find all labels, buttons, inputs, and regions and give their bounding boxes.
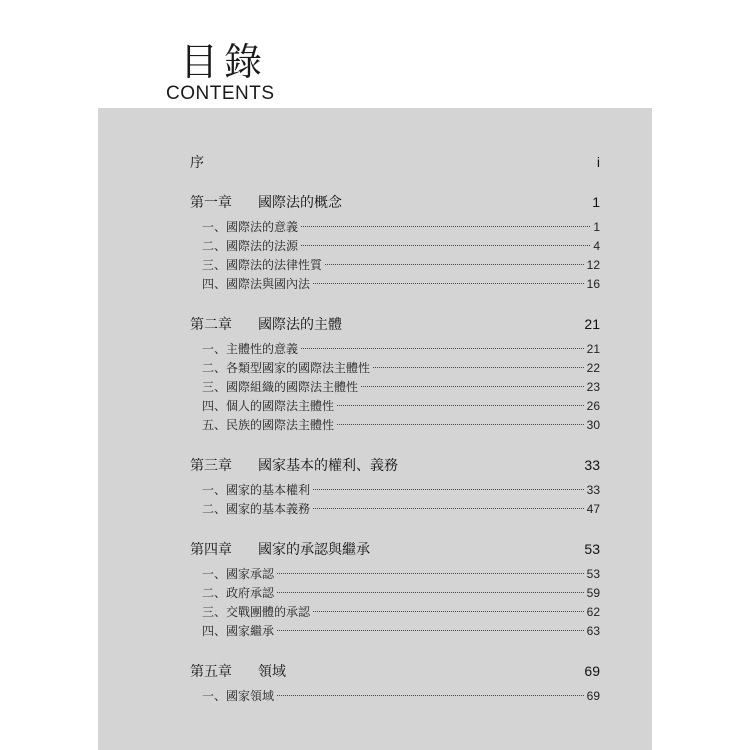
chapter-entry[interactable]: [190, 539, 600, 559]
chapter-entry[interactable]: [190, 661, 600, 681]
section-entry[interactable]: [190, 687, 600, 706]
section-page: 47: [586, 502, 600, 516]
section-title: 一、國家領域: [202, 689, 275, 703]
section-title: 二、各類型國家的國際法主體性: [202, 361, 371, 375]
preface-page: i: [596, 154, 600, 170]
chapter-page: 21: [584, 316, 600, 332]
section-page: 33: [586, 483, 600, 497]
chapter-group: [190, 539, 600, 661]
section-entry[interactable]: [190, 584, 600, 603]
section-entry[interactable]: [190, 237, 600, 256]
section-title: 三、國際組織的國際法主體性: [202, 380, 359, 394]
dot-leader: [313, 611, 584, 612]
section-page: 69: [586, 689, 600, 703]
chapter-title: 國際法的概念: [258, 195, 342, 211]
section-entry[interactable]: [190, 256, 600, 275]
section-page: 62: [586, 605, 600, 619]
section-page: 26: [586, 399, 600, 413]
section-page: 30: [586, 418, 600, 432]
chapter-group: [190, 192, 600, 314]
chapter-group: [190, 314, 600, 455]
section-page: 23: [586, 380, 600, 394]
chapter-page: 1: [592, 194, 600, 210]
section-entry[interactable]: [190, 416, 600, 435]
dot-leader: [325, 264, 584, 265]
section-title: 三、國際法的法律性質: [202, 258, 323, 272]
dot-leader: [313, 489, 584, 490]
preface-entry[interactable]: [190, 152, 600, 172]
section-title: 一、主體性的意義: [202, 342, 299, 356]
chapter-page: 53: [584, 541, 600, 557]
dot-leader: [301, 226, 590, 227]
chapter-group: [190, 455, 600, 539]
toc-panel: [98, 108, 652, 750]
section-title: 二、國家的基本義務: [202, 502, 311, 516]
section-entry[interactable]: [190, 378, 600, 397]
chapter-number: 第一章: [190, 195, 232, 211]
section-page: 53: [586, 567, 600, 581]
section-title: 一、國家的基本權利: [202, 483, 311, 497]
toc-subtitle: CONTENTS: [166, 83, 275, 104]
chapter-title: 國家基本的權利、義務: [258, 458, 398, 474]
section-page: 59: [586, 586, 600, 600]
dot-leader: [337, 424, 584, 425]
chapter-page: 69: [584, 663, 600, 679]
dot-leader: [313, 508, 584, 509]
section-title: 二、國際法的法源: [202, 239, 299, 253]
dot-leader: [277, 592, 584, 593]
toc-heading: [166, 40, 275, 104]
dot-leader: [277, 695, 584, 696]
dot-leader: [301, 348, 584, 349]
section-page: 16: [586, 277, 600, 291]
dot-leader: [277, 573, 584, 574]
section-page: 21: [586, 342, 600, 356]
toc-title: 目錄: [180, 40, 269, 84]
section-title: 二、政府承認: [202, 586, 275, 600]
chapter-entry[interactable]: [190, 455, 600, 475]
chapter-group: [190, 661, 600, 706]
chapter-number: 第二章: [190, 317, 232, 333]
chapter-number: 第五章: [190, 664, 232, 680]
chapter-number: 第三章: [190, 458, 232, 474]
chapter-entry[interactable]: [190, 314, 600, 334]
chapter-title: 國家的承認與繼承: [258, 542, 370, 558]
dot-leader: [301, 245, 590, 246]
section-entry[interactable]: [190, 397, 600, 416]
chapter-page: 33: [584, 457, 600, 473]
section-entry[interactable]: [190, 275, 600, 294]
section-entry[interactable]: [190, 359, 600, 378]
section-page: 22: [586, 361, 600, 375]
chapter-number: 第四章: [190, 542, 232, 558]
dot-leader: [373, 367, 584, 368]
chapter-title: 領域: [258, 664, 286, 680]
preface-label: 序: [190, 155, 204, 171]
chapter-entry[interactable]: [190, 192, 600, 212]
section-entry[interactable]: [190, 603, 600, 622]
section-title: 四、國際法與國內法: [202, 277, 311, 291]
section-page: 12: [586, 258, 600, 272]
section-page: 63: [586, 624, 600, 638]
section-entry[interactable]: [190, 218, 600, 237]
toc-list: [190, 152, 600, 706]
section-title: 五、民族的國際法主體性: [202, 418, 335, 432]
chapter-title: 國際法的主體: [258, 317, 342, 333]
section-title: 四、個人的國際法主體性: [202, 399, 335, 413]
dot-leader: [277, 630, 584, 631]
section-page: 4: [593, 239, 600, 253]
dot-leader: [337, 405, 584, 406]
section-title: 一、國家承認: [202, 567, 275, 581]
section-title: 一、國際法的意義: [202, 220, 299, 234]
section-entry[interactable]: [190, 500, 600, 519]
section-entry[interactable]: [190, 481, 600, 500]
dot-leader: [313, 283, 584, 284]
section-entry[interactable]: [190, 340, 600, 359]
section-title: 四、國家繼承: [202, 624, 275, 638]
dot-leader: [361, 386, 584, 387]
section-entry[interactable]: [190, 622, 600, 641]
section-entry[interactable]: [190, 565, 600, 584]
section-page: 1: [593, 220, 600, 234]
section-title: 三、交戰團體的承認: [202, 605, 311, 619]
